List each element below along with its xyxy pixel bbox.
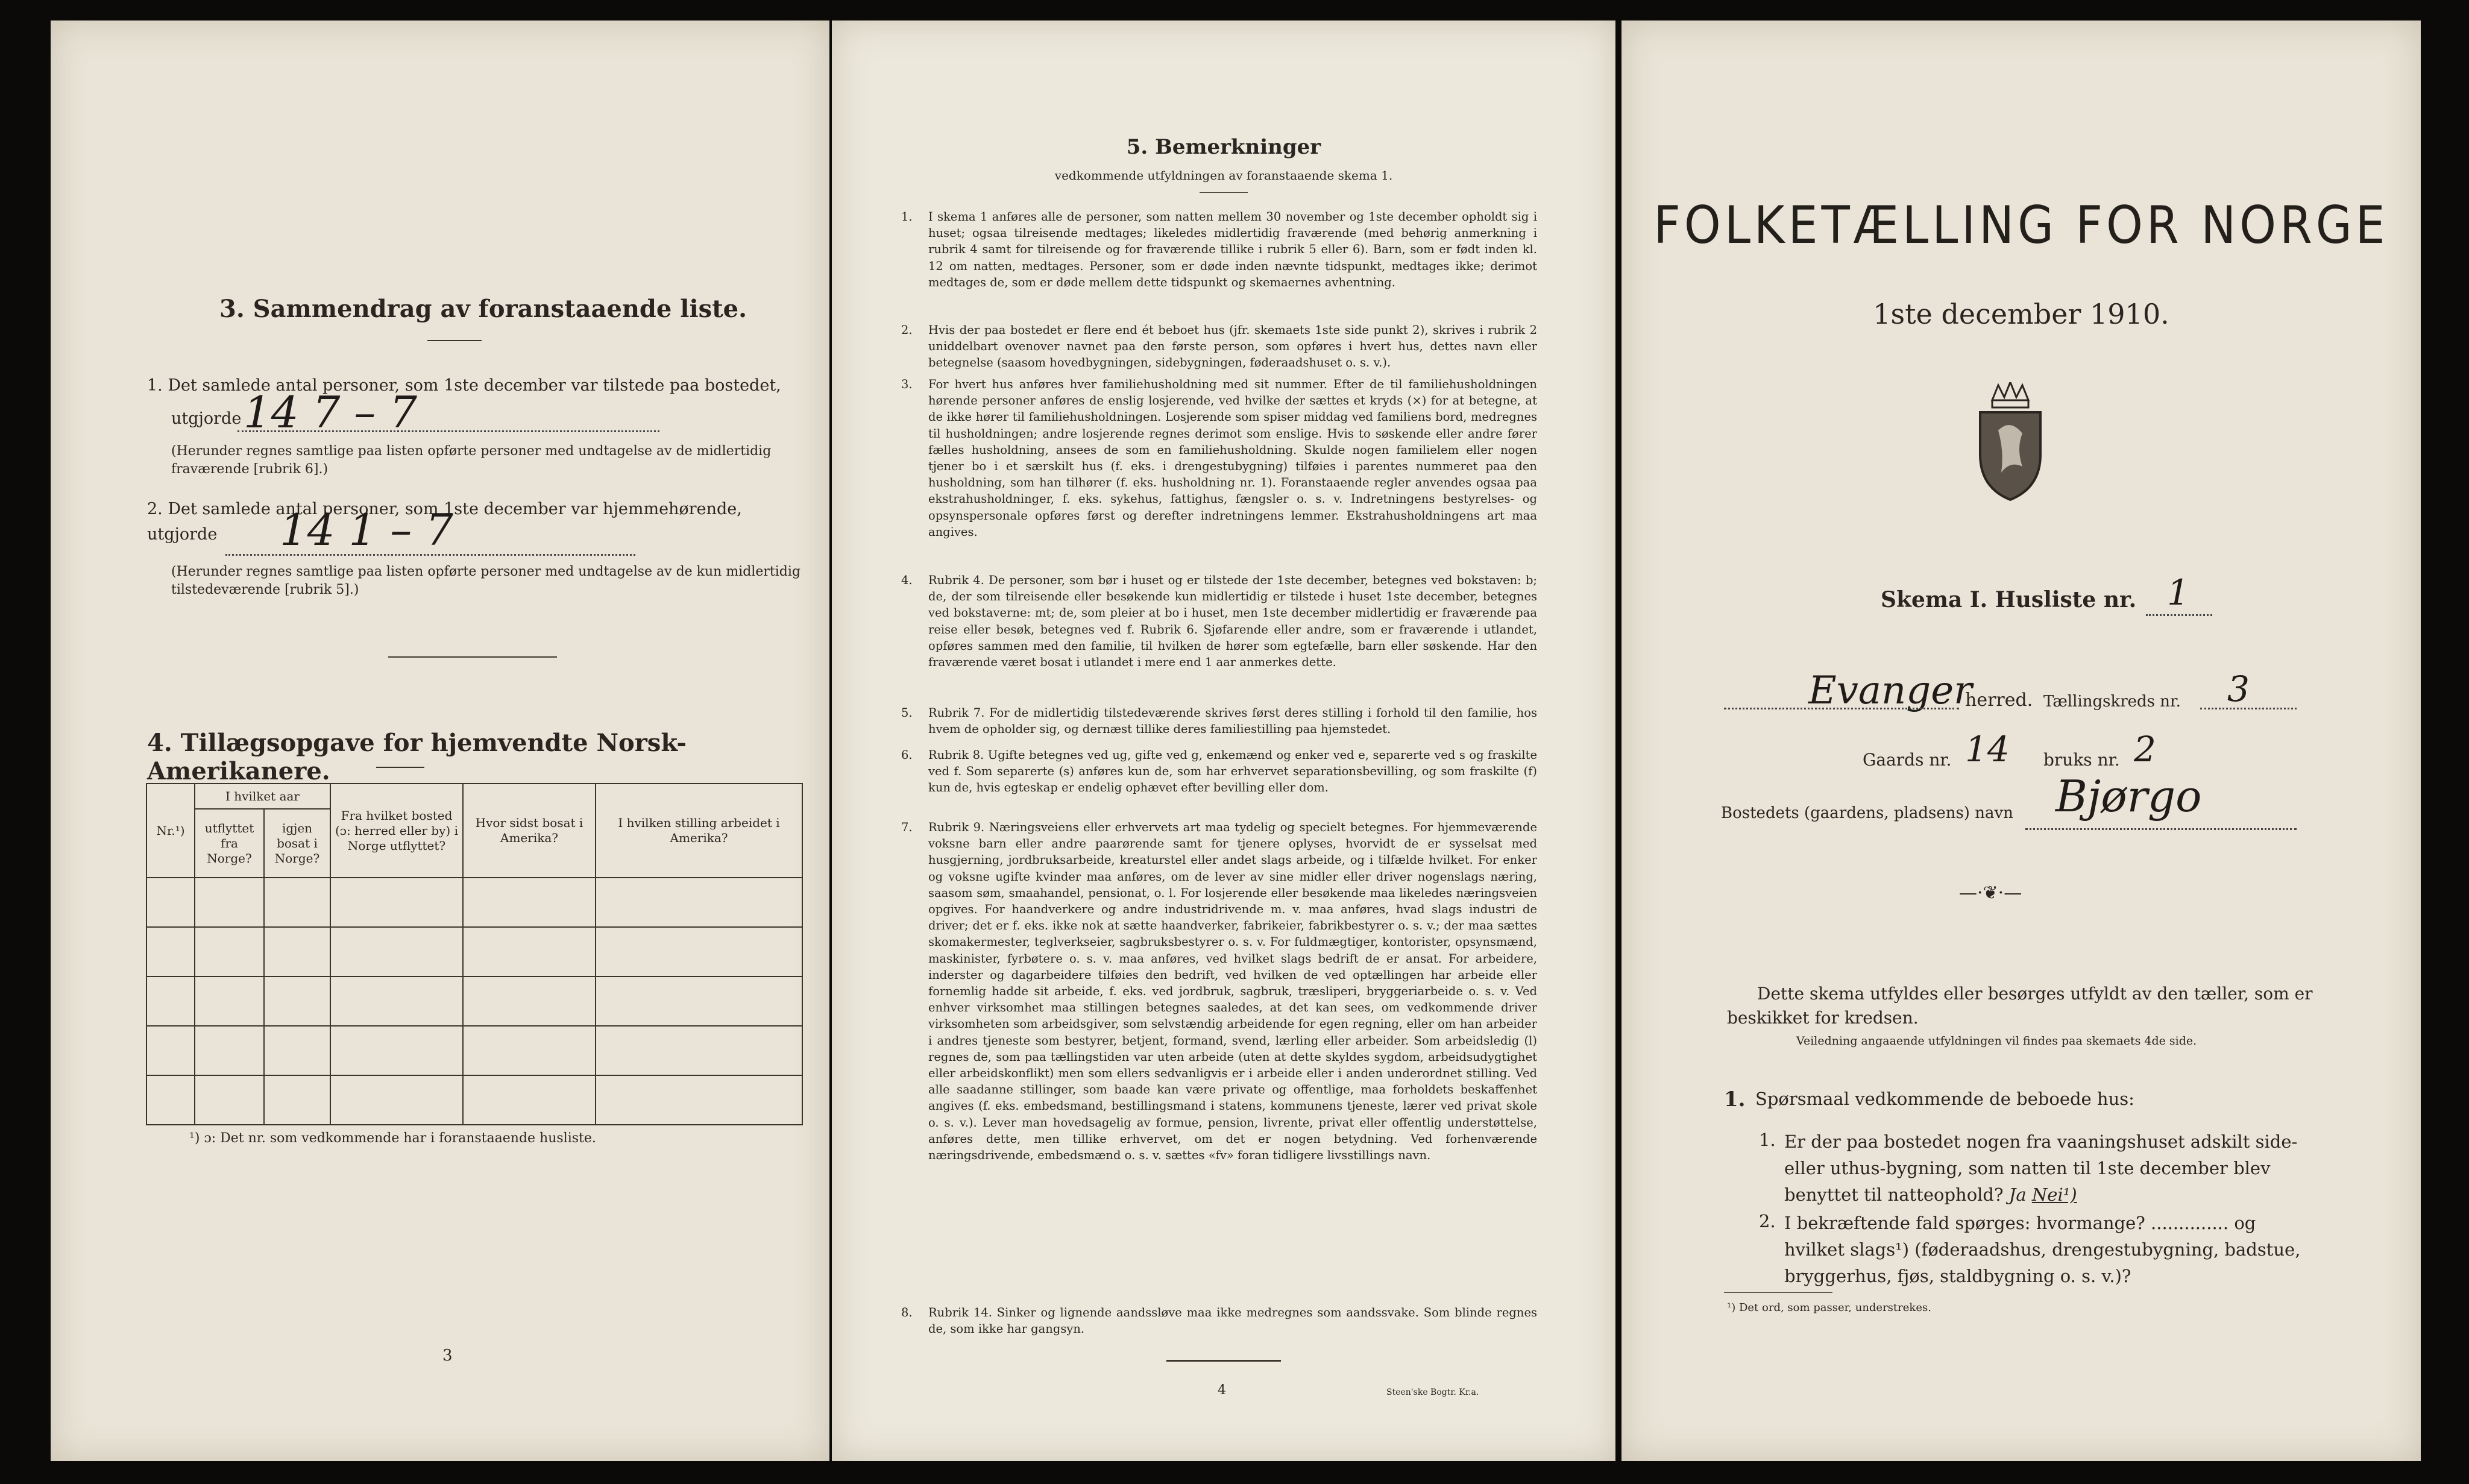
col-utflyttet: utflyttet fra Norge?: [195, 809, 264, 878]
page-3: [51, 20, 829, 1461]
table-row: [146, 878, 802, 927]
col-igjen-bosat: igjen bosat i Norge?: [264, 809, 330, 878]
krets-label: Tællingskreds nr.: [2043, 693, 2181, 711]
dotted-line: [2025, 828, 2297, 830]
item-1-value: 14 7 – 7: [244, 387, 417, 438]
item-2-text: 2. Det samlede antal personer, som 1ste december var hjemmehørende, utgjorde: [147, 500, 742, 544]
census-date: 1ste december 1910.: [1873, 298, 2169, 330]
item-1-lead: utgjorde: [171, 409, 242, 428]
instruction-small: Veiledning angaaende utfyldningen vil findes paa skemaets 4de side.: [1796, 1034, 2197, 1048]
ornament: —·❦·—: [1959, 882, 2022, 904]
bosted-value: Bjørgo: [2055, 771, 2202, 822]
q1-1-number: 1.: [1759, 1130, 1776, 1150]
bruks-label: bruks nr.: [2043, 750, 2120, 770]
bemerkninger-subtitle: vedkommende utfyldningen av foranstaaende skema 1.: [1054, 168, 1393, 183]
section-3-title: 3. Sammendrag av foranstaaende liste.: [219, 295, 747, 323]
divider: [388, 656, 557, 658]
page-1: [1621, 20, 2421, 1461]
remark-6: 6. Rubrik 8. Ugifte betegnes ved ug, gifte ved g, enkemænd og enker ved e, separerte ved s og fraskilte ved f. Som separerte (s) anføres kun de, som har erhvervet separationsbevilling, og som fraskilte (f) kun de, hvis egteskap er endelig ophævet efter bevilling eller dom.: [901, 748, 1537, 795]
col-fra-bosted: Fra hvilket bosted (ɔ: herred eller by) i Norge utflyttet?: [330, 784, 463, 878]
q1-number: 1.: [1724, 1087, 1746, 1111]
divider: [1166, 1360, 1281, 1362]
dotted-line: [2200, 708, 2297, 709]
q1-title: Spørsmaal vedkommende de beboede hus:: [1755, 1089, 2134, 1109]
dotted-line: [2146, 614, 2212, 616]
item-1-note: (Herunder regnes samtlige paa listen opførte personer med undtagelse av de midlertidig fraværende [rubrik 6].): [171, 444, 772, 477]
q1-2-number: 2.: [1759, 1211, 1776, 1231]
dotted-line: [225, 554, 635, 556]
remark-4: 4. Rubrik 4. De personer, som bør i huset og er tilstede der 1ste december, betegnes ved bokstaven: b; de, der som tilreisende eller besøkende kun midlertidig er tilstede i huset 1ste december, betegnes ved bokstaverne: mt; de, som pleier at bo i huset, men 1ste december midlertidig er fraværende paa reise eller besøk, betegnes ved f. Rubrik 6. Sjøfarende eller andre, som er fraværende i utlandet, opføres sammen med den familie, til hvilken de hører som egtefælle, barn eller søskende. Har den fraværende været bosat i utlandet i mere end 1 aar anmerkes dette.: [901, 573, 1537, 670]
bruks-value: 2: [2134, 729, 2156, 770]
schema-label: Skema I. Husliste nr.: [1881, 587, 2137, 612]
bemerkninger-title: 5. Bemerkninger: [1126, 135, 1321, 159]
divider: [427, 340, 482, 341]
item-2-note: (Herunder regnes samtlige paa listen opførte personer med undtagelse av de kun midlertidig tilstedeværende [rubrik 5].): [171, 564, 800, 597]
table-row: [146, 976, 802, 1026]
printer-credit: Steen'ske Bogtr. Kr.a.: [1386, 1388, 1479, 1397]
divider: [376, 767, 424, 768]
q1-1-text: Er der paa bostedet nogen fra vaaningshuset adskilt side- eller uthus-bygning, som natten til 1ste december blev benyttet til natteophold? Ja Nei¹): [1784, 1131, 2298, 1205]
page-number: 3: [442, 1347, 453, 1365]
dotted-line: [1724, 708, 1959, 709]
gaards-label: Gaards nr.: [1863, 750, 1952, 770]
remark-7: 7. Rubrik 9. Næringsveiens eller erhvervets art maa tydelig og specielt betegnes. For hjemmeværende voksne barn eller andre paarørende samt for tjenere oplyses, hvorvidt de er sysselsat med husgjerning, jordbruksarbeide, kreaturstel eller andet slags arbeide, og i tilfælde hvilket. For enker og voksne ugifte kvinder maa anføres, om de lever av sine midler eller driver nogenslags næring, saasom søm, smaahandel, pensionat, o. l. For losjerende eller besøkende maa likeledes næringsveien opgives. For haandverkere og andre industridrivende m. v. maa anføres, hvad slags industri de driver; det er f. eks. ikke nok at sætte haandverker, fabrikeier, fabrikbestyrer o. s. v.; der maa sættes skomakermester, teglverkseier, sagbruksbestyrer o. s. v. For fuldmægtiger, kontorister, opsynsmænd, maskinister, fyrbøtere o. s. v. maa anføres, ved hvilket slags bedrift de er ansat. For arbeidere, inderster og dagarbeidere tilføies den bedrift, ved hvilken de ved optællingen har arbeide eller fornemlig hadde sit arbeide, f. eks. ved jordbruk, sagbruk, træsliperi, bryggeriarbeide o. s. v. Ved enhver virksomhet maa stillingen betegnes saaledes, at det kan sees, om vedkommende driver virksomheten som arbeidsgiver, som selvstændig arbeidende for egen regning, eller om han arbeider i andres tjeneste som bestyrer, betjent, formand, svend, lærling eller arbeider. Som arbeidsledig (l) regnes de, som paa tællingstiden var uten arbeide (uten at dette skyldes sygdom, arbeidsudygtighet eller arbeidskonflikt) men som ellers sedvanligvis er i arbeide eller i anden underordnet stilling. Ved alle saadanne stillinger, som baade kan være private og offentlige, maa forholdets beskaffenhet angives (f. eks. embedsmand, bestillingsmand i statens, kommunens tjeneste, lærer ved privat skole o. s. v.). Lever man hovedsagelig av formue, pension, livrente, privat eller offentlig understøttelse, anføres dette, men tillike erhvervet, om det er nogen betydning. Ved forhenværende næringsdrivende, embedsmænd o. s. v. sættes «fv» foran tidligere livsstillings navn.: [901, 820, 1537, 1163]
krets-value: 3: [2227, 668, 2250, 709]
q1-1-answer: Nei¹): [2031, 1184, 2077, 1205]
col-nr: Nr.¹): [146, 784, 195, 878]
herred-label: herred.: [1965, 690, 2033, 711]
section-4-title: 4. Tillægsopgave for hjemvendte Norsk-Amerikanere.: [147, 729, 687, 785]
husliste-nr: 1: [2167, 572, 2189, 613]
q1-2-text: I bekræftende fald spørges: hvormange? .............. og hvilket slags¹) (føderaadshus, drengestubygning, badstue, bryggerhus, fjøs, staldbygning o. s. v.)?: [1784, 1213, 2301, 1286]
instruction-text: Dette skema utfyldes eller besørges utfyldt av den tæller, som er beskikket for kredsen.: [1727, 984, 2313, 1028]
q1-1-answer-prefix: Ja: [2008, 1184, 2027, 1205]
divider: [1200, 192, 1248, 193]
remark-5: 5. Rubrik 7. For de midlertidig tilstedeværende skrives først deres stilling i forhold til den familie, hos hvem de opholder sig, og dernæst tillike deres familiestilling paa hjemstedet.: [901, 706, 1537, 737]
remark-8: 8. Rubrik 14. Sinker og lignende aandssløve maa ikke medregnes som aandssvake. Som blinde regnes de, som ikke har gangsyn.: [901, 1306, 1537, 1336]
col-group-aar: I hvilket aar: [195, 784, 330, 809]
table-row: [146, 927, 802, 976]
table-row: [146, 1026, 802, 1075]
dotted-line: [237, 430, 659, 432]
col-stilling: I hvilken stilling arbeidet i Amerika?: [596, 784, 802, 878]
gaards-value: 14: [1965, 729, 2010, 770]
page-1-footnote: ¹) Det ord, som passer, understrekes.: [1727, 1301, 1931, 1314]
bosted-label: Bostedets (gaardens, pladsens) navn: [1721, 804, 2013, 822]
col-hvor-bosat: Hvor sidst bosat i Amerika?: [463, 784, 596, 878]
remark-3: 3. For hvert hus anføres hver familiehusholdning med sit nummer. Efter de til familiehusholdningen hørende personer anføres de enslig losjerende, ved hvilke der sættes et kryds (×) for at betegne, at de ikke hører til familiehusholdningen. Losjerende som spiser middag ved familiens bord, medregnes til husholdningen; andre losjerende regnes derimot som enslige. Hvis to søskende eller andre fører fælles husholdning, ansees de som en familiehusholdning. Skulde nogen familielem eller nogen tjener bo i et særskilt hus (f. eks. i drengestubygning) tilføies i parentes nummeret paa den husholdning, som han tilhører (f. eks. husholdning nr. 1). Foranstaaende regler anvendes ogsaa paa ekstrahusholdninger, f. eks. sykehus, fattighus, fængsler o. s. v. Indretningens bestyrelses- og opsynspersonale opføres først og derefter indretningens lemmer. Ekstrahusholdningens art maa angives.: [901, 377, 1537, 539]
norsk-amerikanere-table: [146, 783, 803, 1125]
remark-1: 1. I skema 1 anføres alle de personer, som natten mellem 30 november og 1ste december opholdt sig i huset; ogsaa tilreisende medtages; likeledes midlertidig fraværende (med behørig anmerkning i rubrik 4 samt for tilreisende og for fraværende tillike i rubrik 5 eller 6). Barn, som er født inden kl. 12 om natten, medtages. Personer, som er døde inden nævnte tidspunkt, medtages ikke; derimot medtages de, som er døde mellem dette tidspunkt og skemaernes avhentning.: [901, 210, 1537, 289]
divider: [1724, 1292, 1832, 1293]
herred-value: Evanger: [1808, 668, 1972, 713]
table-footnote: ¹) ɔ: Det nr. som vedkommende har i foranstaaende husliste.: [189, 1131, 596, 1146]
coat-of-arms-icon: [1965, 382, 2055, 503]
page-4: [832, 20, 1615, 1461]
item-2-value: 14 1 – 7: [280, 505, 453, 555]
form-title: FOLKETÆLLING FOR NORGE: [1653, 195, 2389, 256]
table-row: [146, 1075, 802, 1125]
remark-2: 2. Hvis der paa bostedet er flere end ét beboet hus (jfr. skemaets 1ste side punkt 2), skrives i rubrik 2 uniddelbart ovenover navnet paa den første person, som opføres i hvert hus, dettes navn eller betegnelse (saasom hovedbygningen, sidebygningen, føderaadshuset o. s. v.).: [901, 323, 1537, 370]
page-number: 4: [1218, 1383, 1226, 1398]
item-1-text: 1. Det samlede antal personer, som 1ste december var tilstede paa bostedet,: [147, 376, 781, 395]
